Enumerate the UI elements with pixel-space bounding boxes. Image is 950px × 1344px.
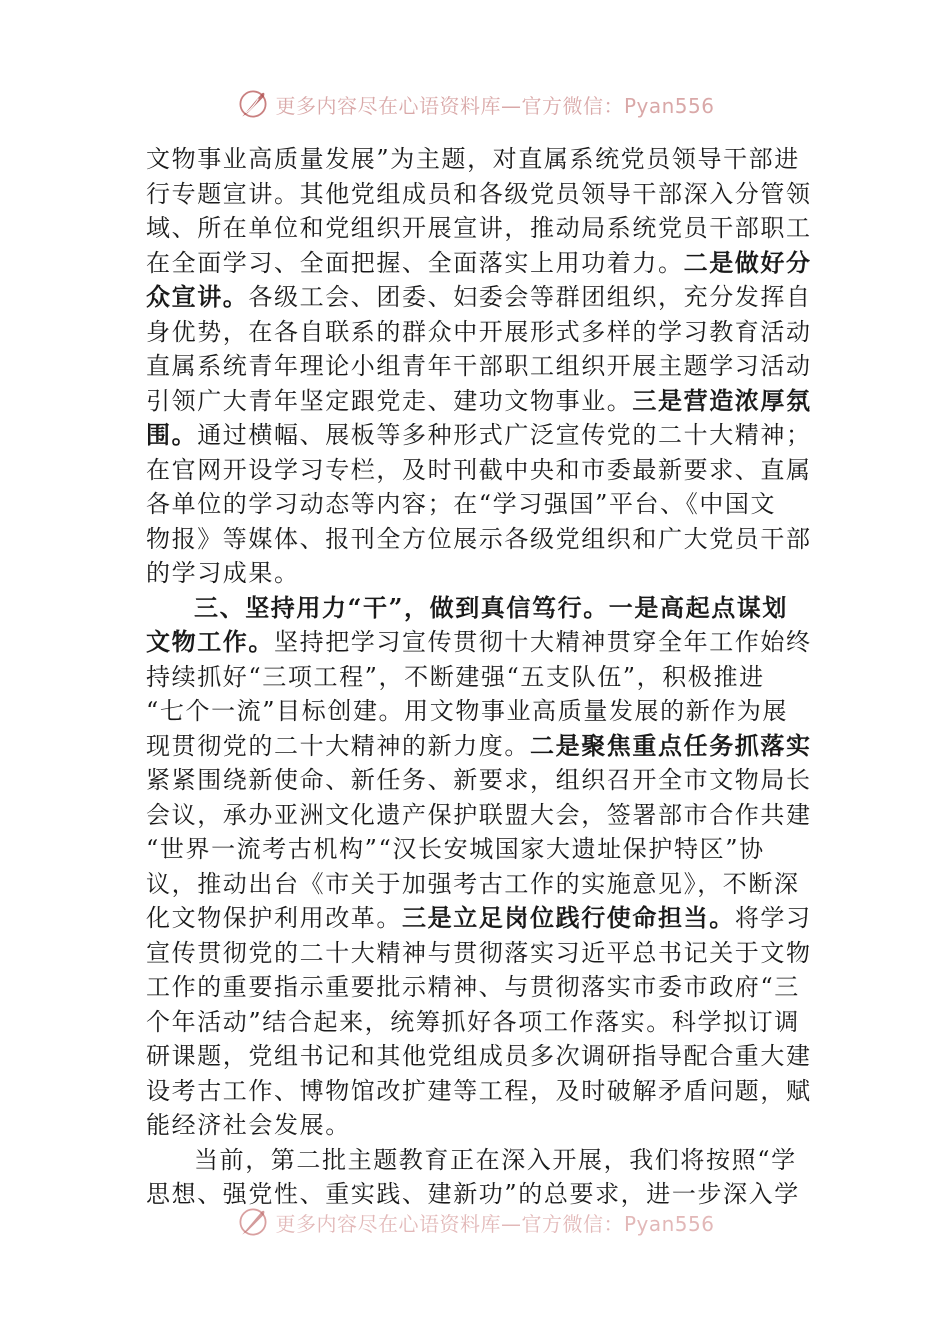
feather-pen-logo-icon: [235, 1204, 271, 1240]
text-span: 引领广大青年坚定跟党走、建功文物事业。: [146, 386, 633, 415]
text-line: 议，推动出台《市关于加强考古工作的实施意见》，不断深: [146, 869, 800, 898]
watermark-text: 更多内容尽在心语资料库—官方微信：Pyan556: [275, 1211, 715, 1236]
text-span: 化文物保护利用改革。: [146, 904, 402, 932]
bold-heading: 众宣讲。: [146, 282, 249, 311]
text-line: [146, 384, 810, 419]
section-heading: 三、坚持用力“干”，做到真信笃行。一是高起点谋划: [194, 592, 789, 622]
text-line: 研课题，党组书记和其他党组成员多次调研指导配合重大建: [146, 1042, 812, 1070]
text-line: 行专题宣讲。其他党组成员和各级党员领导干部深入分管领: [146, 179, 812, 208]
text-line: 设考古工作、博物馆改扩建等工程，及时破解矛盾问题，赋: [146, 1076, 812, 1105]
text-line: 直属系统青年理论小组青年干部职工组织开展主题学习活动: [146, 352, 812, 380]
watermark-text: 更多内容尽在心语资料库—官方微信：Pyan556: [275, 93, 715, 118]
text-span: 各级工会、团委、妇委会等群团组织，充分发挥自: [248, 283, 812, 311]
text-line: [146, 246, 810, 281]
text-line: 当前，第二批主题教育正在深入开展，我们将按照“学: [194, 1145, 797, 1174]
text-line: 能经济社会发展。: [146, 1111, 351, 1139]
bold-heading: 三是立足岗位践行使命担当。: [402, 903, 735, 932]
text-line: 宣传贯彻党的二十大精神与贯彻落实习近平总书记关于文物: [146, 938, 812, 967]
header-watermark: [0, 84, 950, 124]
bold-heading: 围。: [146, 420, 198, 449]
text-line: 域、所在单位和党组织开展宣讲，推动局系统党员干部职工: [146, 214, 812, 242]
text-span: 将学习: [734, 904, 812, 932]
text-line: [146, 591, 810, 626]
text-line: [146, 901, 810, 936]
text-line: 工作的重要指示重要批示精神、与贯彻落实市委市政府“三: [146, 973, 800, 1001]
text-line: 各单位的学习动态等内容；在“学习强国”平台、《中国文: [146, 490, 777, 518]
document-body: [146, 142, 810, 1212]
text-line: “世界一流考古机构”“汉长安城国家大遗址保护特区”协: [146, 835, 765, 863]
text-line: [146, 625, 810, 660]
footer-watermark: [0, 1202, 950, 1242]
text-line: [146, 280, 810, 315]
bold-heading: 文物工作。: [146, 627, 274, 656]
bold-heading: 二是做好分: [683, 247, 812, 277]
text-line: 会议，承办亚洲文化遗产保护联盟大会，签署部市合作共建: [146, 800, 812, 829]
text-span: 在全面学习、全面把握、全面落实上用功着力。: [146, 248, 684, 277]
text-line: 文物事业高质量发展”为主题，对直属系统党员领导干部进: [146, 145, 800, 173]
text-line: 持续抓好“三项工程”，不断建强“五支队伍”，积极推进: [146, 662, 765, 691]
text-line: 的学习成果。: [146, 559, 300, 587]
text-line: 身优势，在各自联系的群众中开展形式多样的学习教育活动: [146, 317, 812, 346]
text-line: 个年活动”结合起来，统筹抓好各项工作落实。科学拟订调: [146, 1007, 800, 1036]
text-span: 通过横幅、展板等多种形式广泛宣传党的二十大精神；: [197, 421, 812, 449]
text-line: [146, 418, 810, 453]
bold-heading: 二是聚焦重点任务抓落实: [530, 730, 812, 760]
text-line: “七个一流”目标创建。用文物事业高质量发展的新作为展: [146, 697, 789, 725]
paragraph: [146, 142, 810, 591]
bold-heading: 三是营造浓厚氛: [632, 385, 812, 415]
text-line: 思想、强党性、重实践、建新功”的总要求，进一步深入学: [146, 1180, 800, 1208]
paragraph: [146, 591, 810, 1143]
text-line: 物报》等媒体、报刊全方位展示各级党组织和广大党员干部: [146, 524, 812, 553]
text-span: 坚持把学习宣传贯彻十大精神贯穿全年工作始终: [274, 628, 812, 656]
text-line: 紧紧围绕新使命、新任务、新要求，组织召开全市文物局长: [146, 766, 812, 794]
text-line: 在官网开设学习专栏，及时刊截中央和市委最新要求、直属: [146, 455, 812, 484]
feather-pen-logo-icon: [235, 86, 271, 122]
text-span: 现贯彻党的二十大精神的新力度。: [146, 731, 530, 760]
text-line: [146, 729, 810, 764]
